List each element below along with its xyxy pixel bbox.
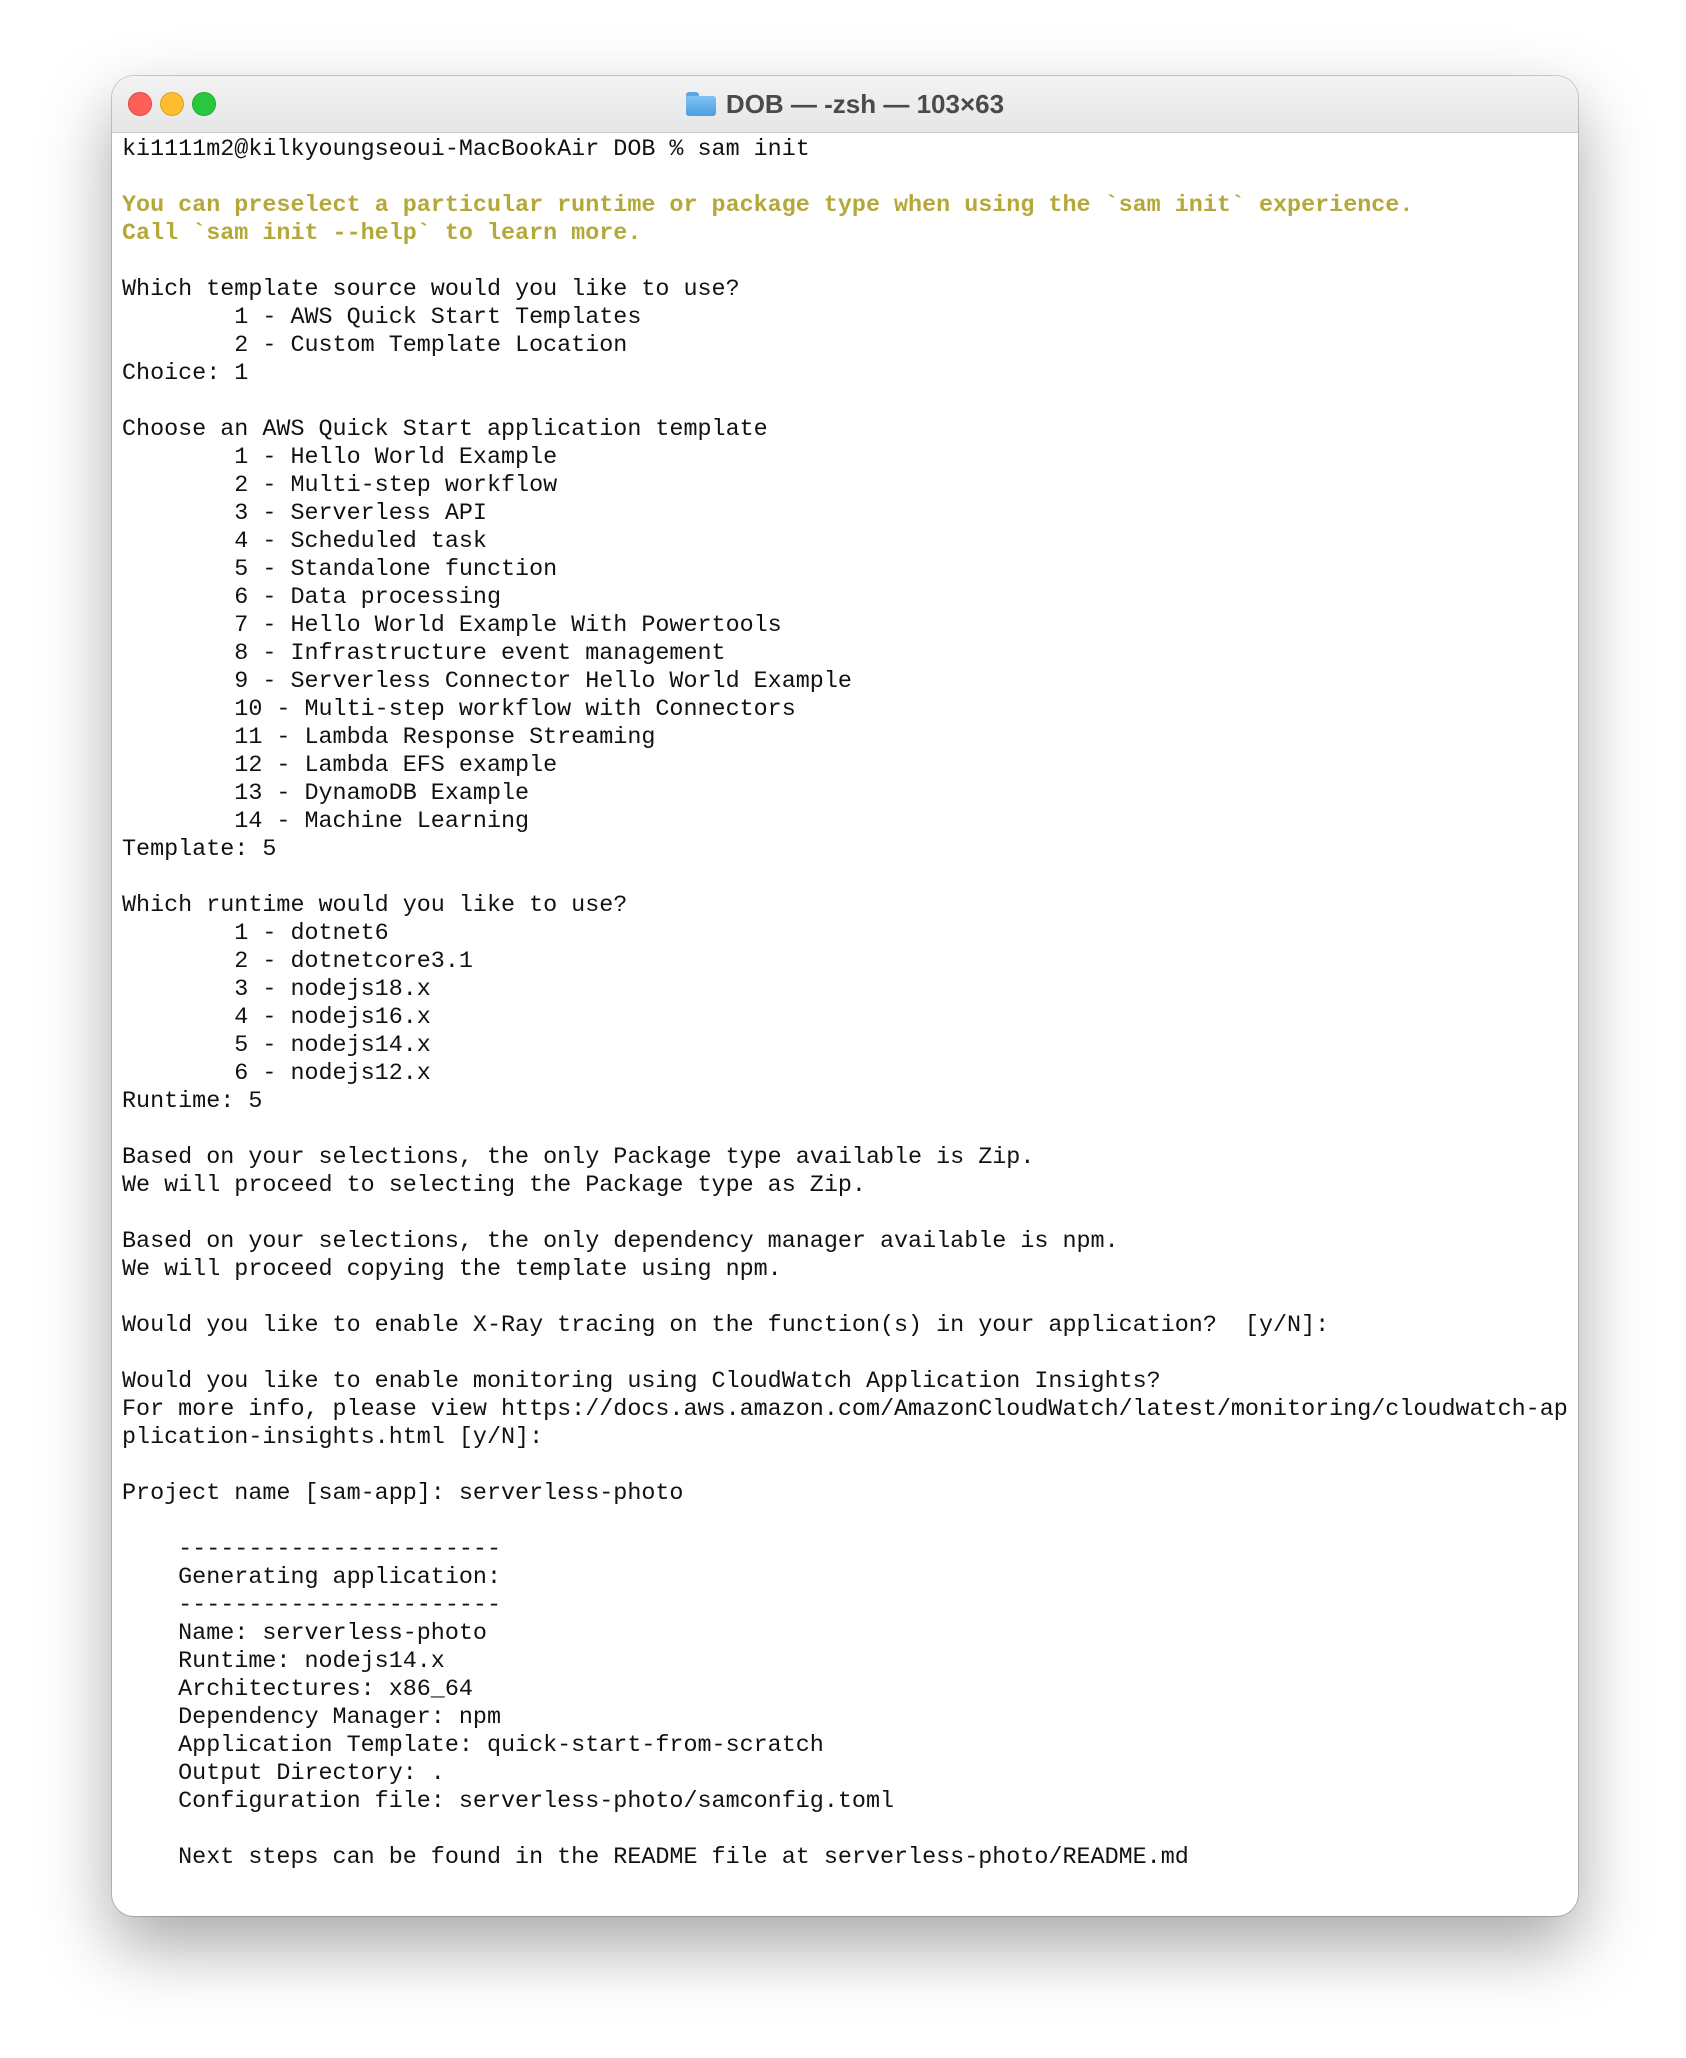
output-line: [122, 164, 1568, 192]
output-line: Would you like to enable X-Ray tracing on the function(s) in your application? [y/N]:: [122, 1313, 1330, 1339]
output-line: 3 - Serverless API: [122, 501, 487, 527]
output-line: 4 - nodejs16.x: [122, 1005, 431, 1031]
output-line: [122, 1508, 1568, 1536]
output-line: 9 - Serverless Connector Hello World Example: [122, 669, 852, 695]
output-line: Choice: 1: [122, 361, 249, 387]
terminal-window: [112, 76, 1578, 1916]
output-line: Which runtime would you like to use?: [122, 893, 628, 919]
window-title: DOB — -zsh — 103×63: [725, 88, 1005, 119]
output-line: [122, 1452, 1568, 1480]
output-line: 2 - dotnetcore3.1: [122, 949, 473, 975]
output-line: Project name [sam-app]: serverless-photo: [122, 1481, 684, 1507]
terminal-output[interactable]: [122, 136, 1568, 1906]
output-line: 11 - Lambda Response Streaming: [122, 725, 656, 751]
output-line: 2 - Multi-step workflow: [122, 473, 558, 499]
output-line: [122, 388, 1568, 416]
output-line: [122, 248, 1568, 276]
output-line: 7 - Hello World Example With Powertools: [122, 613, 782, 639]
output-line: 1 - Hello World Example: [122, 445, 558, 471]
output-line: 14 - Machine Learning: [122, 809, 530, 835]
folder-icon: [686, 92, 716, 116]
output-line: Architectures: x86_64: [122, 1677, 473, 1703]
output-line: 8 - Infrastructure event management: [122, 641, 726, 667]
command-prompt-line: ki1111m2@kilkyoungseoui-MacBookAir DOB % sam init: [122, 137, 810, 163]
window-title-area: [112, 76, 1578, 132]
output-line: Next steps can be found in the README file at serverless-photo/README.md: [122, 1845, 1189, 1871]
output-line: We will proceed to selecting the Package type as Zip.: [122, 1173, 866, 1199]
output-line: Based on your selections, the only Package type available is Zip.: [122, 1145, 1035, 1171]
output-line: Runtime: 5: [122, 1089, 263, 1115]
output-line: 12 - Lambda EFS example: [122, 753, 558, 779]
output-line: We will proceed copying the template using npm.: [122, 1257, 782, 1283]
title-bar[interactable]: [112, 76, 1578, 133]
output-line: 1 - AWS Quick Start Templates: [122, 305, 642, 331]
output-line: 3 - nodejs18.x: [122, 977, 431, 1003]
output-line: Runtime: nodejs14.x: [122, 1649, 445, 1675]
output-line: [122, 1340, 1568, 1368]
output-line: 2 - Custom Template Location: [122, 333, 628, 359]
hint-line: Call `sam init --help` to learn more.: [122, 221, 642, 247]
output-line: For more info, please view https://docs.aws.amazon.com/AmazonCloudWatch/latest/monitoring/cloudwatch-ap: [122, 1397, 1568, 1423]
output-line: 4 - Scheduled task: [122, 529, 487, 555]
output-line: -----------------------: [122, 1593, 501, 1619]
output-line: Name: serverless-photo: [122, 1621, 487, 1647]
output-line: Output Directory: .: [122, 1761, 445, 1787]
output-line: 10 - Multi-step workflow with Connectors: [122, 697, 796, 723]
output-line: [122, 1200, 1568, 1228]
output-line: Generating application:: [122, 1565, 501, 1591]
output-line: 13 - DynamoDB Example: [122, 781, 530, 807]
output-line: Dependency Manager: npm: [122, 1705, 501, 1731]
output-line: 5 - nodejs14.x: [122, 1033, 431, 1059]
output-line: 6 - nodejs12.x: [122, 1061, 431, 1087]
output-line: [122, 1284, 1568, 1312]
output-line: [122, 1816, 1568, 1844]
output-line: Would you like to enable monitoring using CloudWatch Application Insights?: [122, 1369, 1161, 1395]
output-line: Application Template: quick-start-from-scratch: [122, 1733, 824, 1759]
output-line: Which template source would you like to use?: [122, 277, 740, 303]
output-line: Based on your selections, the only dependency manager available is npm.: [122, 1229, 1119, 1255]
output-line: Template: 5: [122, 837, 277, 863]
output-line: [122, 1116, 1568, 1144]
output-line: plication-insights.html [y/N]:: [122, 1425, 544, 1451]
output-line: 1 - dotnet6: [122, 921, 389, 947]
output-line: Choose an AWS Quick Start application template: [122, 417, 768, 443]
output-line: Configuration file: serverless-photo/samconfig.toml: [122, 1789, 895, 1815]
output-line: -----------------------: [122, 1537, 501, 1563]
hint-line: You can preselect a particular runtime or package type when using the `sam init` experience.: [122, 193, 1414, 219]
output-line: 5 - Standalone function: [122, 557, 558, 583]
output-line: 6 - Data processing: [122, 585, 501, 611]
output-line: [122, 864, 1568, 892]
